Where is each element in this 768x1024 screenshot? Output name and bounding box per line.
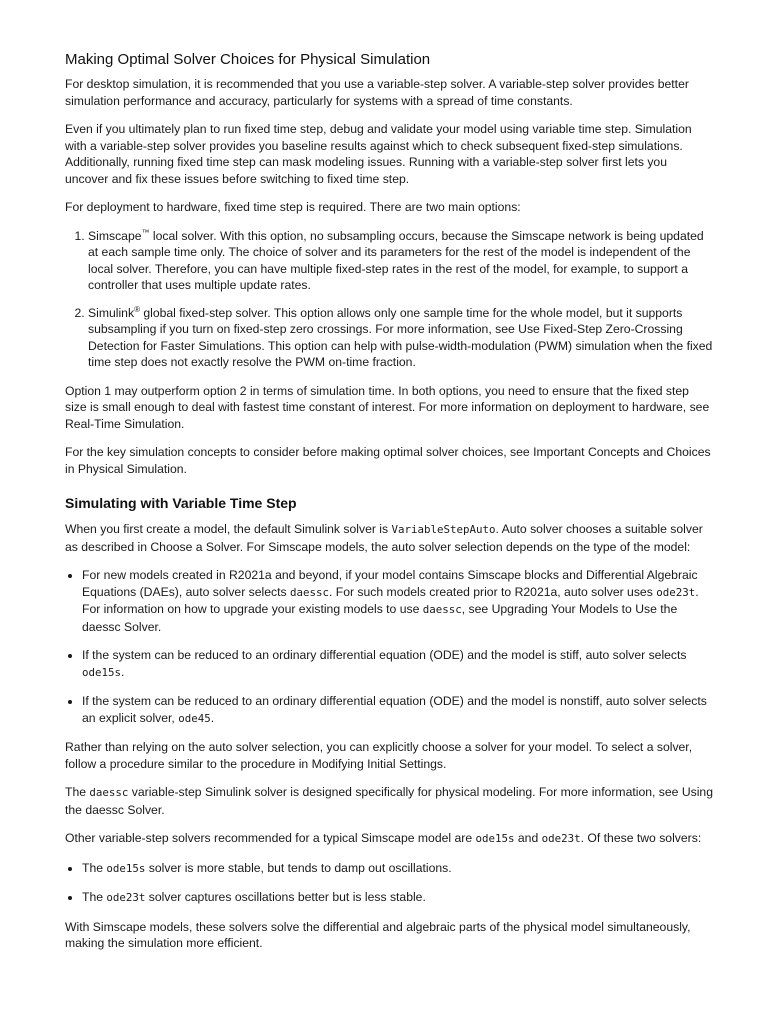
page-title: Making Optimal Solver Choices for Physical Simulation: [65, 51, 431, 68]
text-run: . Of these two solvers:: [580, 831, 702, 845]
code-ode23t: ode23t: [656, 585, 696, 599]
text-run: , see Upgrading Your Models to Use the daessc Solver.: [82, 602, 678, 634]
other-solvers-paragraph: [65, 830, 713, 848]
list-item: [82, 889, 713, 907]
list-item: [82, 567, 713, 635]
list-item: [82, 693, 713, 727]
text-run: Other variable-step solvers recommended for a typical Simscape model are: [65, 831, 476, 845]
text-run: solver captures oscillations better but is less stable.: [145, 890, 426, 904]
registered-mark: ®: [134, 304, 140, 314]
code-daessc: daessc: [289, 585, 329, 599]
section-heading: Simulating with Variable Time Step: [65, 495, 297, 511]
code-ode15s: ode15s: [106, 861, 146, 875]
text-run: variable-step Simulink solver is designed specifically for physical modeling. For more information, see Using the daessc Solver.: [65, 785, 713, 817]
option-2-text: global fixed-step solver. This option allows only one sample time for the whole model, but it supports subsampling if you turn on fixed-step zero crossings. For more information, see Use Fixed-Step Zero-Crossing Detection for Faster Simulations. This option can help with pulse-width-modulation (PWM) simulation when the fixed time step does not exactly resolve the PWM on-time fraction.: [88, 305, 713, 369]
text-run: If the system can be reduced to an ordinary differential equation (ODE) and the model is nonstiff, auto solver selects an explicit solver,: [82, 694, 707, 725]
trademark-mark: ™: [141, 227, 150, 237]
text-run: If the system can be reduced to an ordinary differential equation (ODE) and the model is stiff, auto solver selects: [82, 648, 687, 662]
code-ode15s: ode15s: [82, 665, 122, 679]
option-1-product: Simscape: [88, 228, 142, 243]
list-item: [82, 860, 713, 878]
intro-paragraph-1: For desktop simulation, it is recommended that you use a variable-step solver. A variable-step solver provides better simulation performance and accuracy, particularly for systems with a spread of time constants.: [65, 77, 689, 108]
text-run: .: [210, 710, 215, 725]
options-comparison-paragraph: Option 1 may outperform option 2 in terms of simulation time. In both options, you need to ensure that the fixed step size is small enough to deal with fastest time constant of interest. For more information on deployment to hardware, see Real-Time Simulation.: [65, 383, 710, 431]
text-run: . For such models created prior to R2021a, auto solver uses: [328, 584, 657, 599]
key-concepts-paragraph: For the key simulation concepts to consider before making optimal solver choices, see Important Concepts and Choices in Physical Simulation.: [65, 445, 711, 476]
code-ode45: ode45: [178, 711, 211, 725]
daessc-paragraph: [65, 784, 713, 818]
deployment-options-list: [65, 228, 713, 371]
text-run: The: [82, 860, 107, 875]
code-variablestepauto: VariableStepAuto: [391, 523, 496, 536]
text-run: The: [82, 890, 107, 904]
text-run: . For information on how to upgrade your existing models to use: [82, 584, 699, 616]
code-ode15s: ode15s: [475, 832, 515, 845]
code-ode23t: ode23t: [106, 891, 146, 904]
text-run: When you first create a model, the default Simulink solver is: [65, 522, 392, 536]
intro-paragraph-3: For deployment to hardware, fixed time step is required. There are two main options:: [65, 200, 521, 214]
code-ode23t: ode23t: [541, 832, 581, 845]
text-run: The: [65, 785, 90, 799]
code-daessc: daessc: [422, 603, 462, 616]
option-2-product: Simulink: [88, 305, 135, 320]
text-run: For new models created in R2021a and beyond, if your model contains Simscape blocks and Differential Algebraic Equations (DAEs), auto solver selects: [82, 568, 698, 599]
explicit-solver-paragraph: Rather than relying on the auto solver selection, you can explicitly choose a solver for your model. To select a solver, follow a procedure similar to the procedure in Modifying Initial Settings.: [65, 740, 693, 771]
text-run: and: [514, 831, 542, 845]
option-item-2: [88, 305, 713, 371]
option-1-text: local solver. With this option, no subsampling occurs, because the Simscape network is being updated at each sample time only. The choice of solver and its parameters for the rest of the model is independent of the local solver. Therefore, you can have multiple fixed-step rates in the rest of the model, for example, to support a controller that uses multiple update rates.: [88, 228, 704, 292]
text-run: .: [121, 664, 125, 679]
code-daessc: daessc: [89, 786, 129, 799]
closing-paragraph: With Simscape models, these solvers solve the differential and algebraic parts of the physical model simultaneously, making the simulation more efficient.: [65, 919, 691, 950]
auto-solver-list: [65, 567, 713, 727]
intro-paragraph-2: Even if you ultimately plan to run fixed time step, debug and validate your model using variable time step. Simulation with a variable-step solver provides you baseline results against which to check subsequent fixed-step simulations. Additionally, running fixed time step can mask modeling issues. Running with a variable-step solver first lets you uncover and fix these issues before switching to fixed time step.: [65, 122, 692, 186]
text-run: . Auto solver chooses a suitable solver as described in Choose a Solver. For Simscape models, the auto solver selection depends on the type of the model:: [65, 522, 703, 554]
solver-comparison-list: [65, 860, 713, 907]
default-solver-paragraph: [65, 521, 713, 555]
option-item-1: [88, 228, 713, 294]
text-run: solver is more stable, but tends to damp out oscillations.: [145, 860, 452, 875]
list-item: [82, 647, 713, 681]
